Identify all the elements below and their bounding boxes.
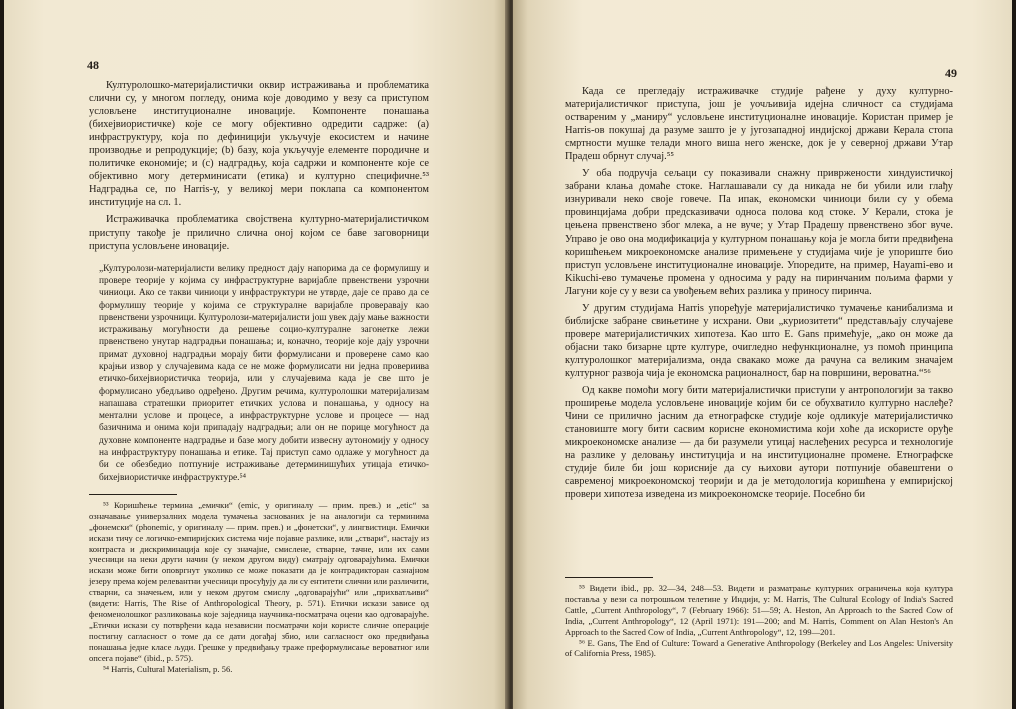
body-paragraph: У оба подручја сељаци су показивали снажну привржености хиндуистичкој забрани клања домаће стоке. Наглашавали су да никада не би убили или глађу изнуривали неко своје говече. Па ипак, економски чиниоци били су у обема провинцијама добри предсказивачи односа полова код стоке. У Керали, стока је цењена првенствено због млека, а не вуче; у Утар Прадешу првенствено због вуче. Управо је ово она модификација у културном понашању која је могла бити предвиђена коришћењем микроекономске анализе примењене у студијама чије је упориште био приступ условљене институционалне иновације. Упоредите, на пример, Hayami-ево и Kikuchi-ево тумачење промена у односима у раду на пиринчаним пољима фарми у Лагуни које су у вези са увођењем већих разлика у приносу пиринча. <box>565 168 953 297</box>
footnote-divider <box>89 494 177 495</box>
footnote: ⁵⁵ Видети ibid., pp. 32—34, 248—53. Видети и разматрање културних ограничења која култура поставља у вези са потрошњом телетине у Индији, у: M. Harris, The Cultural Ecology of India's Sacred Cattle, „Current Anthropology“, 7 (February 1966): 51—59; A. Heston, An Approach to the Sacred Cow of India, „Current Anthropology“, 12 (April 1971): 191—200; and M. Harris, Comment on Alan Heston's An Approach to the Sacred Cow of India, „Current Anthropology“, 12, 199—201. <box>565 583 953 637</box>
page-number: 49 <box>945 66 957 80</box>
body-paragraph: Истраживачка проблематика својствена културно-материјалистичком приступу такође је прилично слична оној којом се баве заговорници приступа условљене иновације. <box>89 214 429 252</box>
footnote: ⁵⁶ E. Gans, The End of Culture: Toward a Generative Anthropology (Berkeley and Los Angeles: University of California Press, 1985). <box>565 637 953 659</box>
footnote-divider <box>565 577 653 578</box>
footnote: ⁵⁴ Harris, Cultural Materialism, p. 56. <box>103 663 233 674</box>
right-page <box>513 0 1012 709</box>
left-page-body <box>89 79 429 674</box>
footnotes <box>89 500 429 675</box>
block-quote-text: „Културолози-материјалисти велику предност дају напорима да се формулишу и провере теорије у којима су инфраструктурне варијабле првенствени узрочни чиниоци. Ако се такви чиниоци у инфраструктури не утврде, даје се право да се формулишу теорије у којима се структуралне варијабле проверавају као првенствени узрочници. Културолози-материјалисти још увек дају мање важности истраживању могућности да решење социо-културалне загонетке лежи првенствено унутар надградњи понашања; и, коначно, теорије које дају узрочни примат духовној надградњи морају бити формулисани и проверене само као крајњи извор у случајевима када се не може формулисати ни једна провериива етичко-бихејвиористичка теорија, или у случајевима када је све што је формулисано убедљиво одређено. Другим речима, културолошки материјализам напашава стратешки приоритет етичких услова и понашања, у односу на ментални услове и процесе, а инфраструктурне услове и процесе — над базичнима и онима који припадају надградњи; али он не порице могућност да духовне компоненте надградње и базе могу добити извесну аутономију у односу на инфраструктуру понашања и етике. Тај приступ само одлаже у могућност да би се обезбедио потпуније истраживање детерминишућих утицаја етичко-бихејвиористичке инфраструктуре.⁵⁴ <box>99 263 429 483</box>
body-paragraph: У другим студијама Harris упоређује материјалистичко тумачење канибализма и библијске забране свињетине у исхрани. Ови „куриозитети“ представљају случајеве провере материјалистичких хипотеза. Као што E. Gans примећује, „ако он може да објасни тако бизарне црте културе, очигледно нефункционалне, уз помоћ принципа културолошког материјализма, онда свакако може да рачуна са великим значајем културног развоја чија је економска рационалност, бар на површини, вероватна.“⁵⁶ <box>565 302 953 379</box>
body-paragraph: Када се прегледају истраживачке студије рађене у духу културно-материјалистичког приступа, још је уочљивија идејна сличност са студијама оствареним у „маниру“ условљене институционалне иновације. Користан пример је Harris-ов покушај да разуме зашто је у југозападној индијској држави Керала стопа смртности мушке телади много виша него женске, док је у северној држави Утар Прадеш обрнут случај.⁵⁵ <box>565 86 953 163</box>
footnotes <box>565 583 953 659</box>
right-page-body <box>565 85 953 505</box>
body-paragraph: Културолошко-материјалистички оквир истраживања и проблематика слични су, у многом погледу, онима које доводимо у везу са приступом условљене институционалне иновације. Компоненте понашања (бихејвиористичке) које се могу објективно одредити садрже: (а) инфраструктуру, која по дефиницији укључује екосистем и начине производње и репродукције; (b) базу, која укључује елементе породичне и политичке економије; и (c) надградњу, која садржи и компоненте које се објективно могу детерминисати (етика) и културно специфичне.⁵³ Надградња се, по Harris-у, у великој мери поклапа са компонентом институције на сл. 1. <box>89 80 429 209</box>
footnote: ⁵³ Коришћење термина „емички“ (emic, у оригиналу — прим. прев.) и „etic“ за означавање универзалних модела тумачења заснованих је на аналогији са терминима „фонемски“ (phonemic, у оригиналу — прим. прев.) и „фонетски“, у лингвистици. Емички искази тичу се логичко-емпиријских система чије појавне разлике, или „ствари“, настају из контраста и дискриминација које су значајне, смислене, стварне, тачне, или их сами учесници на неки други начин (у неком другом виду) сматрају одговарајућима. Емички искази може бити оповргнут уколико се може показати да је контрадикторан сазнајном језеру према којем релевантни учесници просуђују да ли су ентитети слични или различити, стварни, са значењем, или у неком другом смислу „одговарајући“ или „прихватљиви“ (видети: Harris, The Rise of Anthropological Theory, p. 571). Етички искази зависе од феноменолошког разликовања које заједница научника-посматрача оцени као одговарајуће. „Етички искази су потврђени када независни посматрачи који користе сличне операције постигну сагласност о томе да се дати догађај збио, или сагласност око предвиђања понашања једне класе људи. Грешке у предвиђању траже преформулисање вероватног или опсега појаве“ (ibid., p. 575). <box>89 499 429 663</box>
body-paragraph: Од какве помоћи могу бити материјалистички приступи у антропологији за такво проширење модела условљене иновације којим би се обухватило културно наслеђе? Чини се прилично јасним да етнографске студије које одликује материјалистичко становиште могу бити сасвим корисне економистима који хоће да искористе оруђе микроекономске анализе — да би разумели утицај наслеђених ресурса и технологије на разлике у деловању институција и на институционалне промене. Етнографске студије биле би још корисније да су њихови аутори потпуније обавештени о савременој микроекономској теорији и да је методологија коришћена у емпиријској провери хипотеза изведена из микроекономске теорије. Посебно би <box>565 385 953 501</box>
block-quote <box>99 263 429 484</box>
footnotes-block <box>565 577 953 659</box>
page-number: 48 <box>87 58 99 72</box>
left-page <box>4 0 509 709</box>
